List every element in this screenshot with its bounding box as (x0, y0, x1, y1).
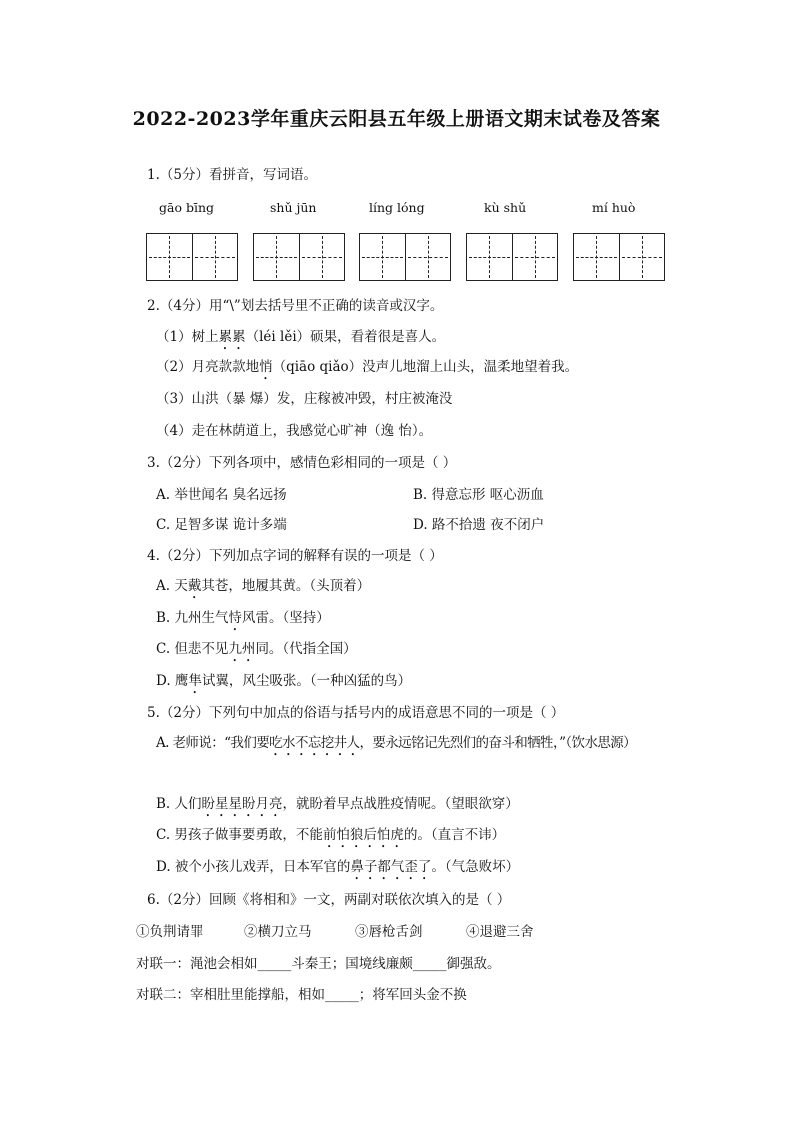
q4-option-c (156, 640, 357, 665)
text: （1）树上 (156, 329, 219, 345)
dotted-word: 恃 (228, 610, 243, 626)
q4-option-d (156, 672, 411, 697)
q6-couplet-2: 对联二：宰相肚里能撑船，相如_____；将军回头金不换 (136, 987, 467, 1003)
text: 。（气急败坏） (431, 859, 520, 875)
q6-option-1: ①负荆请罪 (136, 924, 204, 940)
q3-stem: 3.（2分）下列各项中，感情色彩相同的一项是（ ） (147, 455, 457, 471)
q1-stem: 1.（5分）看拼音，写词语。 (147, 167, 317, 183)
writing-grid-5[interactable] (573, 233, 665, 281)
q2-item-4: （4）走在林荫道上，我感觉心旷神（逸 怡）。 (156, 423, 433, 439)
text: D. 被个小孩儿戏弄，日本军官的 (156, 859, 351, 875)
text: 试翼，风尘吸张。（一种凶猛的鸟） (201, 673, 412, 689)
dotted-word: 隼 (188, 673, 202, 689)
writing-grid-1[interactable] (146, 233, 238, 281)
text: B. 人们 (156, 796, 202, 812)
q4-option-b (156, 609, 330, 634)
q5-stem: 5.（2分）下列句中加点的俗语与括号内的成语意思不同的一项是（ ） (147, 705, 565, 721)
grid-cell[interactable] (254, 234, 299, 280)
dotted-word: 九州 (228, 641, 256, 657)
dotted-word: 累累 (218, 329, 246, 345)
grid-cell[interactable] (619, 234, 665, 280)
text: （qiāo qiǎo）没声儿地溜上山头，温柔地望着我。 (272, 359, 579, 375)
q2-item-3: （3）山洪（暴 爆）发，庄稼被冲毁，村庄被淹没 (156, 391, 453, 407)
grid-cell[interactable] (360, 234, 405, 280)
grid-cell[interactable] (574, 234, 619, 280)
dotted-word: 吃水不忘挖井人 (269, 735, 360, 751)
q6-option-4: ④退避三舍 (466, 924, 534, 940)
text: A. 老师说：“我们要 (156, 735, 270, 751)
writing-grid-2[interactable] (253, 233, 345, 281)
text: 其苍，地履其黄。（头顶着） (201, 578, 371, 594)
text: 同。（代指全国） (255, 641, 357, 657)
q2-item-2 (156, 358, 578, 383)
pinyin-1: gāo bīng (159, 200, 215, 215)
q4-stem: 4.（2分）下列加点字词的解释有误的一项是（ ） (147, 548, 443, 564)
dotted-word: 前怕狼后怕虎 (322, 827, 404, 843)
writing-grid-3[interactable] (359, 233, 451, 281)
q2-stem: 2.（4分）用“\”划去括号里不正确的读音或汉字。 (147, 298, 444, 314)
q6-stem: 6.（2分）回顾《将相和》一文，两副对联依次填入的是（ ） (147, 892, 511, 908)
grid-cell[interactable] (147, 234, 192, 280)
pinyin-2: shǔ jūn (270, 200, 317, 215)
q4-option-a (156, 577, 370, 602)
text: ，就盼着早点战胜疫情呢。（望眼欲穿） (282, 796, 519, 812)
text: A. 天 (156, 578, 188, 594)
text: B. 九州生气 (156, 610, 229, 626)
q6-option-3: ③唇枪舌剑 (355, 924, 423, 940)
dotted-word: 悄 (259, 359, 273, 375)
grid-cell[interactable] (512, 234, 558, 280)
grid-cell[interactable] (299, 234, 345, 280)
q6-couplet-1: 对联一：渑池会相如_____斗秦王；国境线廉颇_____御强敌。 (136, 956, 501, 972)
q6-option-2: ②横刀立马 (244, 924, 312, 940)
q5-option-a (156, 734, 636, 759)
text: （2）月亮款款地 (156, 359, 260, 375)
text: 的。（直言不讳） (403, 827, 506, 843)
dotted-word: 戴 (187, 578, 202, 594)
q3-option-d: D. 路不拾遗 夜不闭户 (413, 517, 545, 533)
text: C. 但悲不见 (156, 641, 229, 657)
page-title: 2022-2023学年重庆云阳县五年级上册语文期末试卷及答案 (132, 108, 661, 130)
text: （léi lěi）硕果，看着很是喜人。 (245, 329, 446, 345)
text: D. 鹰 (156, 673, 189, 689)
dotted-word: 盼星星盼月亮 (201, 796, 283, 812)
q5-option-d (156, 858, 519, 883)
q3-option-a: A. 举世闻名 臭名远扬 (156, 487, 287, 503)
grid-cell[interactable] (192, 234, 238, 280)
q5-option-b (156, 795, 519, 820)
pinyin-4: kù shǔ (484, 200, 527, 215)
grid-cell[interactable] (405, 234, 451, 280)
text: 风雷。（坚持） (242, 610, 330, 626)
dotted-word: 鼻子都气歪了 (350, 859, 432, 875)
q2-item-1 (156, 328, 445, 353)
text: ，要永远铭记先烈们的奋斗和牺牲，”（饮水思源） (359, 735, 637, 751)
pinyin-5: mí huò (592, 200, 636, 215)
q5-option-c (156, 826, 505, 851)
q3-option-b: B. 得意忘形 呕心沥血 (413, 487, 544, 503)
grid-cell[interactable] (467, 234, 512, 280)
text: C. 男孩子做事要勇敢，不能 (156, 827, 323, 843)
q3-option-c: C. 足智多谋 诡计多端 (156, 517, 287, 533)
pinyin-3: líng lóng (369, 200, 425, 215)
writing-grid-4[interactable] (466, 233, 558, 281)
